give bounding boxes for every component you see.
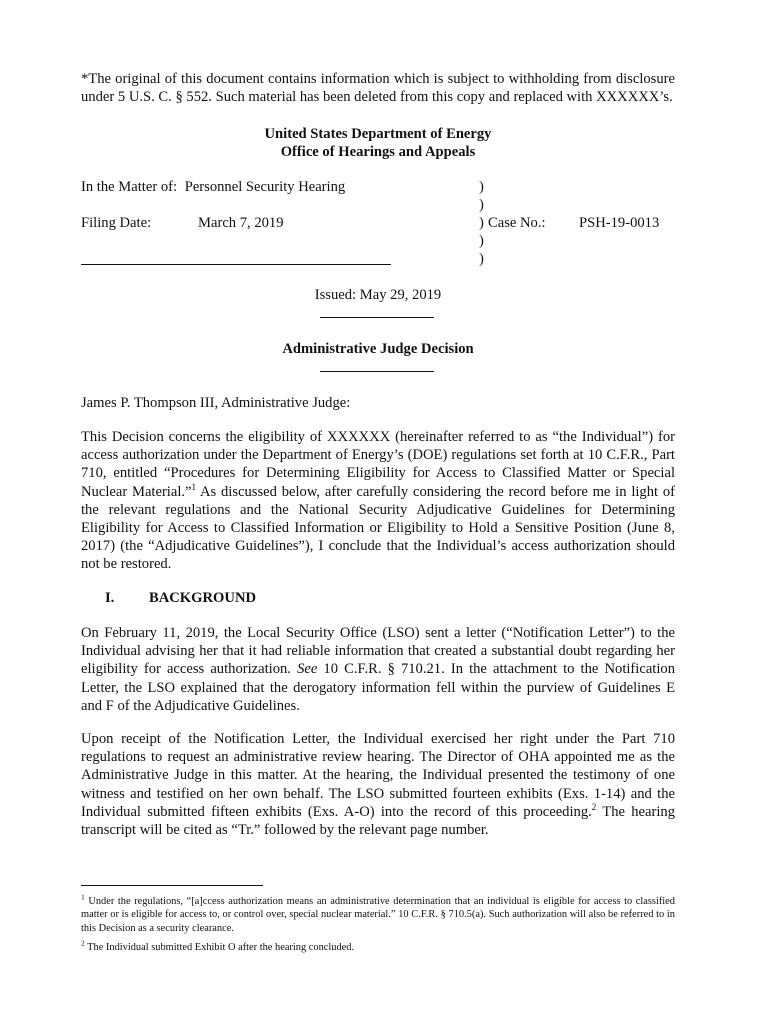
footnote-ref-1: 1 (191, 481, 197, 492)
footnote-separator (81, 885, 263, 886)
caption-underline (81, 264, 391, 265)
office-heading: Office of Hearings and Appeals (280, 144, 476, 160)
footnote-1-text: Under the regulations, “[a]ccess authorization means an administrative determination that an individual is eligible for access to classified matter or is eligible for access to, or control over, special nuclear material.” 10 C.F.R. § 710.5(a). Such authorization will also be referred to in this Decision as a security clearance. (81, 896, 675, 934)
footnote-2-mark: 2 (81, 938, 85, 948)
title-rule (320, 371, 434, 372)
agency-heading: United States Department of Energy (264, 126, 492, 142)
intro-text: This Decision concerns the eligibility of XXXXXX (hereinafter referred to as “the Individual”) for access authorization under the Department of Energy’s (DOE) regulations set forth at 10 C.F.R., Part 710, entitled “Procedures for Determining Eligibility for Access to Classified Matter or Special Nuclear Material.” (81, 429, 675, 500)
caption-paren: ) (479, 179, 484, 195)
footnote-1-mark: 1 (81, 892, 85, 902)
case-label: Case No.: (488, 215, 546, 231)
section-number: I. (105, 590, 115, 606)
case-number: PSH-19-0013 (579, 215, 660, 231)
footnote-2 (81, 938, 675, 954)
judge-line: James P. Thompson III, Administrative Judge: (81, 395, 351, 411)
withholding-notice: *The original of this document contains information which is subject to withholding from disclosure under 5 U.S. C. § 552. Such material has been deleted from this copy and replaced with XXXXXX’s. (81, 71, 675, 106)
intro-text-cont: As discussed below, after carefully considering the record before me in light of the relevant regulations and the National Security Adjudicative Guidelines for Determining Eligibility for Access to Classified Information or Eligibility to Hold a Sensitive Position (June 8, 2017) (the “Adjudicative Guidelines”), I conclude that the Individual’s access authorization should not be restored. (81, 483, 676, 573)
issued-rule (320, 317, 434, 318)
filing-label: Filing Date: (81, 215, 152, 231)
caption-row-matter (81, 178, 681, 196)
caption-row-blank (81, 232, 681, 250)
background-p1-text-cont: 10 C.F.R. § 710.21. In the attachment to the Notification Letter, the LSO explained that the derogatory information fell within the purview of Guidelines E and F of the Adjudicative Guidelines. (81, 661, 675, 714)
footnote-ref-2: 2 (591, 801, 597, 812)
intro-paragraph (81, 428, 675, 574)
decision-title: Administrative Judge Decision (282, 341, 474, 357)
caption-paren: ) (479, 251, 484, 267)
background-paragraph-1 (81, 624, 675, 715)
background-paragraph-2 (81, 730, 675, 839)
caption-row-filing (81, 214, 681, 232)
caption-paren: ) (479, 215, 484, 231)
filing-date: March 7, 2019 (198, 215, 284, 231)
caption-paren: ) (479, 197, 484, 213)
section-title: BACKGROUND (149, 590, 257, 606)
caption-row-blank (81, 196, 681, 214)
footnote-2-text: The Individual submitted Exhibit O after the hearing concluded. (84, 942, 355, 953)
issued-date: Issued: May 29, 2019 (314, 287, 442, 303)
matter-value: Personnel Security Hearing (184, 179, 346, 195)
matter-label: In the Matter of: (81, 179, 178, 195)
see-signal: See (297, 661, 318, 678)
caption-paren: ) (479, 233, 484, 249)
caption-row-rule (81, 250, 681, 268)
background-p1-text: On February 11, 2019, the Local Security Office (LSO) sent a letter (“Notification Letter”) to the Individual advising her that it had reliable information that created a substantial doubt regarding her eligibility for access authorization. (81, 625, 675, 678)
background-p2-text: Upon receipt of the Notification Letter, the Individual exercised her right under the Part 710 regulations to request an administrative review hearing. The Director of OHA appointed me as the Administrative Judge in this matter. At the hearing, the Individual presented the testimony of one witness and testified on her own behalf. The LSO submitted fourteen exhibits (Exs. 1-14) and the Individual submitted fifteen exhibits (Exs. A-O) into the record of this proceeding. (81, 731, 675, 820)
background-p2-text-cont: The hearing transcript will be cited as “Tr.” followed by the relevant page number. (81, 803, 675, 839)
footnote-1 (81, 892, 675, 935)
